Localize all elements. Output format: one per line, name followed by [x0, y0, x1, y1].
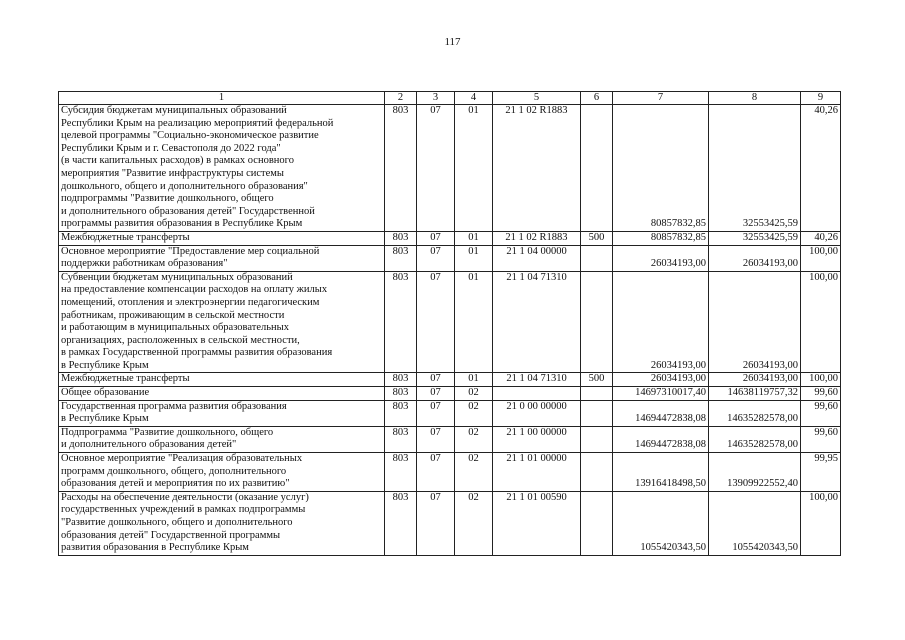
header-col-7: 7 — [613, 92, 709, 105]
row-subsection-cell: 01 — [455, 245, 493, 271]
row-target-article-cell: 21 1 01 00590 — [493, 491, 581, 555]
header-col-4: 4 — [455, 92, 493, 105]
row-amount-approved-cell: 1055420343,50 — [613, 491, 709, 555]
row-section-cell: 07 — [417, 453, 455, 492]
row-target-article-cell: 21 1 01 00000 — [493, 453, 581, 492]
row-name-cell: Субвенции бюджетам муниципальных образований на предоставление компенсации расходов на оплату жилых помещений, отопления и электроэнергии педагогическим работникам, проживающим в сельской местности и работающим в муниципальных образовательных организациях, расположенных в сельской местности, в рамках Государственной программы развития образования в Республике Крым — [59, 271, 385, 373]
row-name-cell: Основное мероприятие "Реализация образовательных программ дошкольного, общего, дополнительного образования детей и мероприятия по их развитию" — [59, 453, 385, 492]
row-amount-executed-cell: 14635282578,00 — [709, 400, 801, 426]
row-amount-approved-cell: 80857832,85 — [613, 231, 709, 245]
row-amount-executed-cell: 13909922552,40 — [709, 453, 801, 492]
row-amount-approved-cell: 26034193,00 — [613, 271, 709, 373]
row-percent-cell: 99,60 — [801, 400, 841, 426]
header-col-5: 5 — [493, 92, 581, 105]
row-percent-cell: 40,26 — [801, 105, 841, 232]
row-ministry-code-cell: 803 — [385, 400, 417, 426]
row-name-cell: Межбюджетные трансферты — [59, 373, 385, 387]
header-col-9: 9 — [801, 92, 841, 105]
row-amount-executed-cell: 32553425,59 — [709, 105, 801, 232]
header-col-1: 1 — [59, 92, 385, 105]
row-subsection-cell: 01 — [455, 271, 493, 373]
row-amount-executed-cell: 26034193,00 — [709, 271, 801, 373]
row-section-cell: 07 — [417, 231, 455, 245]
row-amount-approved-cell: 14694472838,08 — [613, 400, 709, 426]
row-target-article-cell: 21 1 02 R1883 — [493, 231, 581, 245]
row-expense-type-cell — [581, 271, 613, 373]
row-amount-executed-cell: 14638119757,32 — [709, 387, 801, 401]
row-name-cell: Основное мероприятие "Предоставление мер социальной поддержки работникам образования" — [59, 245, 385, 271]
row-amount-executed-cell: 1055420343,50 — [709, 491, 801, 555]
table-row — [59, 231, 841, 245]
row-target-article-cell — [493, 387, 581, 401]
table-row — [59, 491, 841, 555]
row-expense-type-cell — [581, 491, 613, 555]
header-col-6: 6 — [581, 92, 613, 105]
row-percent-cell: 100,00 — [801, 373, 841, 387]
table-row — [59, 453, 841, 492]
row-percent-cell: 99,60 — [801, 387, 841, 401]
row-ministry-code-cell: 803 — [385, 453, 417, 492]
row-target-article-cell: 21 1 04 71310 — [493, 271, 581, 373]
table-row — [59, 105, 841, 232]
row-percent-cell: 100,00 — [801, 491, 841, 555]
row-subsection-cell: 01 — [455, 373, 493, 387]
row-name-cell: Общее образование — [59, 387, 385, 401]
row-expense-type-cell — [581, 400, 613, 426]
table-row — [59, 373, 841, 387]
row-expense-type-cell — [581, 453, 613, 492]
header-col-3: 3 — [417, 92, 455, 105]
row-percent-cell: 100,00 — [801, 271, 841, 373]
row-ministry-code-cell: 803 — [385, 426, 417, 452]
header-row — [59, 92, 841, 105]
row-subsection-cell: 02 — [455, 426, 493, 452]
row-name-cell: Субсидия бюджетам муниципальных образований Республики Крым на реализацию мероприятий федеральной целевой программы "Социально-экономическое развитие Республики Крым и г. Севастополя до 2022 года" (в части капитальных расходов) в рамках основного мероприятия "Развитие инфраструктуры системы дошкольного, общего и дополнительного образования" подпрограммы "Развитие дошкольного, общего и дополнительного образования детей" Государственной программы развития образования в Республике Крым — [59, 105, 385, 232]
table-row — [59, 426, 841, 452]
row-subsection-cell: 02 — [455, 400, 493, 426]
row-name-cell: Подпрограмма "Развитие дошкольного, общего и дополнительного образования детей" — [59, 426, 385, 452]
row-ministry-code-cell: 803 — [385, 105, 417, 232]
row-percent-cell: 40,26 — [801, 231, 841, 245]
row-section-cell: 07 — [417, 245, 455, 271]
row-ministry-code-cell: 803 — [385, 271, 417, 373]
row-section-cell: 07 — [417, 105, 455, 232]
row-section-cell: 07 — [417, 271, 455, 373]
row-name-cell: Государственная программа развития образования в Республике Крым — [59, 400, 385, 426]
row-subsection-cell: 02 — [455, 453, 493, 492]
row-ministry-code-cell: 803 — [385, 231, 417, 245]
row-subsection-cell: 02 — [455, 491, 493, 555]
row-expense-type-cell: 500 — [581, 373, 613, 387]
row-amount-executed-cell: 14635282578,00 — [709, 426, 801, 452]
row-subsection-cell: 01 — [455, 231, 493, 245]
row-amount-approved-cell: 13916418498,50 — [613, 453, 709, 492]
row-target-article-cell: 21 0 00 00000 — [493, 400, 581, 426]
row-section-cell: 07 — [417, 400, 455, 426]
row-expense-type-cell — [581, 105, 613, 232]
table-row — [59, 245, 841, 271]
row-percent-cell: 99,95 — [801, 453, 841, 492]
row-amount-approved-cell: 80857832,85 — [613, 105, 709, 232]
row-section-cell: 07 — [417, 387, 455, 401]
row-amount-approved-cell: 14697310017,40 — [613, 387, 709, 401]
row-section-cell: 07 — [417, 491, 455, 555]
row-percent-cell: 100,00 — [801, 245, 841, 271]
row-target-article-cell: 21 1 02 R1883 — [493, 105, 581, 232]
row-subsection-cell: 01 — [455, 105, 493, 232]
row-expense-type-cell: 500 — [581, 231, 613, 245]
row-expense-type-cell — [581, 426, 613, 452]
row-amount-approved-cell: 26034193,00 — [613, 373, 709, 387]
table-row — [59, 387, 841, 401]
header-col-2: 2 — [385, 92, 417, 105]
table-row — [59, 400, 841, 426]
row-amount-approved-cell: 26034193,00 — [613, 245, 709, 271]
header-col-8: 8 — [709, 92, 801, 105]
row-expense-type-cell — [581, 387, 613, 401]
budget-table — [58, 91, 841, 556]
row-percent-cell: 99,60 — [801, 426, 841, 452]
row-ministry-code-cell: 803 — [385, 373, 417, 387]
row-ministry-code-cell: 803 — [385, 245, 417, 271]
row-ministry-code-cell: 803 — [385, 491, 417, 555]
row-name-cell: Межбюджетные трансферты — [59, 231, 385, 245]
row-ministry-code-cell: 803 — [385, 387, 417, 401]
row-amount-executed-cell: 26034193,00 — [709, 245, 801, 271]
row-amount-approved-cell: 14694472838,08 — [613, 426, 709, 452]
row-target-article-cell: 21 1 04 71310 — [493, 373, 581, 387]
row-target-article-cell: 21 1 04 00000 — [493, 245, 581, 271]
row-subsection-cell: 02 — [455, 387, 493, 401]
row-amount-executed-cell: 32553425,59 — [709, 231, 801, 245]
row-section-cell: 07 — [417, 426, 455, 452]
table-row — [59, 271, 841, 373]
row-name-cell: Расходы на обеспечение деятельности (оказание услуг) государственных учреждений в рамках подпрограммы "Развитие дошкольного, общего и дополнительного образования детей" Государственной программы развития образования в Республике Крым — [59, 491, 385, 555]
page-number: 117 — [444, 36, 461, 48]
row-section-cell: 07 — [417, 373, 455, 387]
row-amount-executed-cell: 26034193,00 — [709, 373, 801, 387]
row-expense-type-cell — [581, 245, 613, 271]
row-target-article-cell: 21 1 00 00000 — [493, 426, 581, 452]
